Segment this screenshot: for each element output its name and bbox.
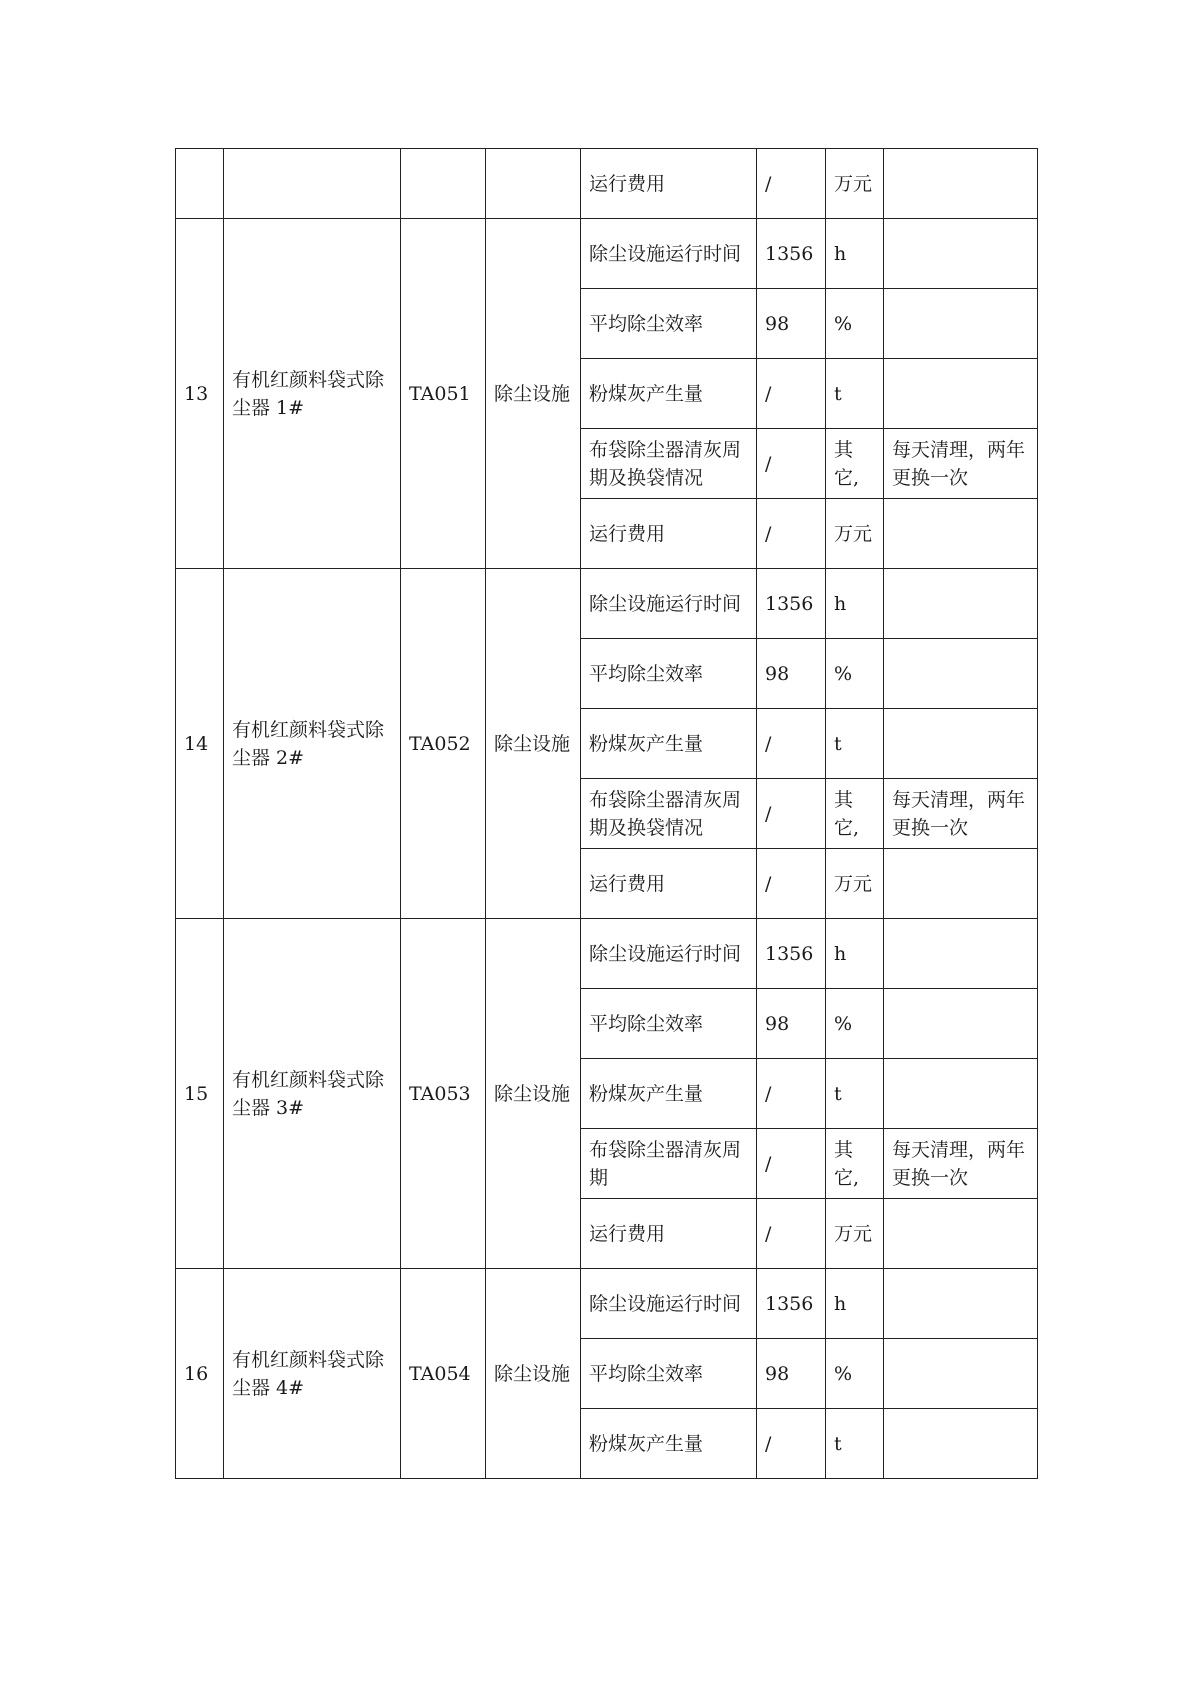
param-value-cell: / <box>757 849 826 919</box>
param-value-cell: 98 <box>757 989 826 1059</box>
param-name-cell: 布袋除尘器清灰周期 <box>581 1129 757 1199</box>
facility-code-cell: TA051 <box>401 219 486 569</box>
param-value-cell: / <box>757 1059 826 1129</box>
facility-name-cell <box>224 149 401 219</box>
seq-cell: 14 <box>176 569 224 919</box>
param-unit-cell: 万元 <box>826 1199 884 1269</box>
param-unit-cell: % <box>826 1339 884 1409</box>
param-value-cell: 98 <box>757 639 826 709</box>
param-name-cell: 平均除尘效率 <box>581 1339 757 1409</box>
param-name-cell: 平均除尘效率 <box>581 989 757 1059</box>
param-name-cell: 平均除尘效率 <box>581 289 757 359</box>
param-note-cell: 每天清理，两年更换一次 <box>884 779 1038 849</box>
facility-code-cell <box>401 149 486 219</box>
facility-name-cell: 有机红颜料袋式除尘器 2# <box>224 569 401 919</box>
param-note-cell <box>884 989 1038 1059</box>
param-unit-cell: t <box>826 709 884 779</box>
table-row <box>176 1269 1038 1339</box>
param-note-cell <box>884 709 1038 779</box>
param-unit-cell: h <box>826 219 884 289</box>
param-name-cell: 除尘设施运行时间 <box>581 569 757 639</box>
param-unit-cell: t <box>826 1409 884 1479</box>
param-note-cell <box>884 499 1038 569</box>
param-name-cell: 运行费用 <box>581 149 757 219</box>
param-value-cell: / <box>757 1409 826 1479</box>
param-note-cell <box>884 1409 1038 1479</box>
param-value-cell: 98 <box>757 1339 826 1409</box>
table-row <box>176 219 1038 289</box>
param-value-cell: 98 <box>757 289 826 359</box>
param-name-cell: 运行费用 <box>581 1199 757 1269</box>
param-unit-cell: % <box>826 989 884 1059</box>
param-name-cell: 布袋除尘器清灰周期及换袋情况 <box>581 429 757 499</box>
param-value-cell: 1356 <box>757 219 826 289</box>
param-value-cell: / <box>757 149 826 219</box>
seq-cell: 16 <box>176 1269 224 1479</box>
param-name-cell: 粉煤灰产生量 <box>581 1409 757 1479</box>
seq-cell: 15 <box>176 919 224 1269</box>
param-value-cell: / <box>757 779 826 849</box>
table-row <box>176 919 1038 989</box>
facility-type-cell <box>486 149 581 219</box>
table-row <box>176 569 1038 639</box>
param-note-cell <box>884 289 1038 359</box>
param-unit-cell: t <box>826 1059 884 1129</box>
param-unit-cell: 万元 <box>826 499 884 569</box>
param-value-cell: / <box>757 1199 826 1269</box>
param-name-cell: 除尘设施运行时间 <box>581 1269 757 1339</box>
param-value-cell: 1356 <box>757 919 826 989</box>
param-name-cell: 运行费用 <box>581 849 757 919</box>
facility-parameter-table <box>175 148 1038 1479</box>
param-unit-cell: h <box>826 1269 884 1339</box>
param-unit-cell: t <box>826 359 884 429</box>
param-note-cell <box>884 219 1038 289</box>
param-name-cell: 粉煤灰产生量 <box>581 359 757 429</box>
param-note-cell <box>884 569 1038 639</box>
param-unit-cell: 万元 <box>826 149 884 219</box>
facility-name-cell: 有机红颜料袋式除尘器 1# <box>224 219 401 569</box>
param-note-cell <box>884 1059 1038 1129</box>
param-note-cell: 每天清理，两年更换一次 <box>884 1129 1038 1199</box>
param-unit-cell: % <box>826 639 884 709</box>
param-value-cell: 1356 <box>757 569 826 639</box>
facility-code-cell: TA053 <box>401 919 486 1269</box>
param-note-cell <box>884 1339 1038 1409</box>
facility-type-cell: 除尘设施 <box>486 219 581 569</box>
param-note-cell <box>884 919 1038 989</box>
param-note-cell: 每天清理，两年更换一次 <box>884 429 1038 499</box>
param-note-cell <box>884 1199 1038 1269</box>
facility-type-cell: 除尘设施 <box>486 569 581 919</box>
param-name-cell: 除尘设施运行时间 <box>581 919 757 989</box>
facility-name-cell: 有机红颜料袋式除尘器 3# <box>224 919 401 1269</box>
param-note-cell <box>884 849 1038 919</box>
param-unit-cell: 其它, <box>826 1129 884 1199</box>
param-note-cell <box>884 359 1038 429</box>
param-name-cell: 平均除尘效率 <box>581 639 757 709</box>
param-unit-cell: h <box>826 919 884 989</box>
facility-code-cell: TA052 <box>401 569 486 919</box>
param-value-cell: 1356 <box>757 1269 826 1339</box>
seq-cell: 13 <box>176 219 224 569</box>
param-name-cell: 粉煤灰产生量 <box>581 1059 757 1129</box>
param-value-cell: / <box>757 359 826 429</box>
param-unit-cell: % <box>826 289 884 359</box>
seq-cell <box>176 149 224 219</box>
facility-type-cell: 除尘设施 <box>486 919 581 1269</box>
param-unit-cell: h <box>826 569 884 639</box>
param-note-cell <box>884 639 1038 709</box>
param-value-cell: / <box>757 499 826 569</box>
facility-type-cell: 除尘设施 <box>486 1269 581 1479</box>
param-value-cell: / <box>757 429 826 499</box>
facility-code-cell: TA054 <box>401 1269 486 1479</box>
param-unit-cell: 其它, <box>826 779 884 849</box>
param-value-cell: / <box>757 709 826 779</box>
param-name-cell: 运行费用 <box>581 499 757 569</box>
param-name-cell: 布袋除尘器清灰周期及换袋情况 <box>581 779 757 849</box>
param-note-cell <box>884 149 1038 219</box>
param-unit-cell: 万元 <box>826 849 884 919</box>
param-name-cell: 粉煤灰产生量 <box>581 709 757 779</box>
facility-name-cell: 有机红颜料袋式除尘器 4# <box>224 1269 401 1479</box>
param-name-cell: 除尘设施运行时间 <box>581 219 757 289</box>
param-note-cell <box>884 1269 1038 1339</box>
param-value-cell: / <box>757 1129 826 1199</box>
param-unit-cell: 其它, <box>826 429 884 499</box>
table-row <box>176 149 1038 219</box>
